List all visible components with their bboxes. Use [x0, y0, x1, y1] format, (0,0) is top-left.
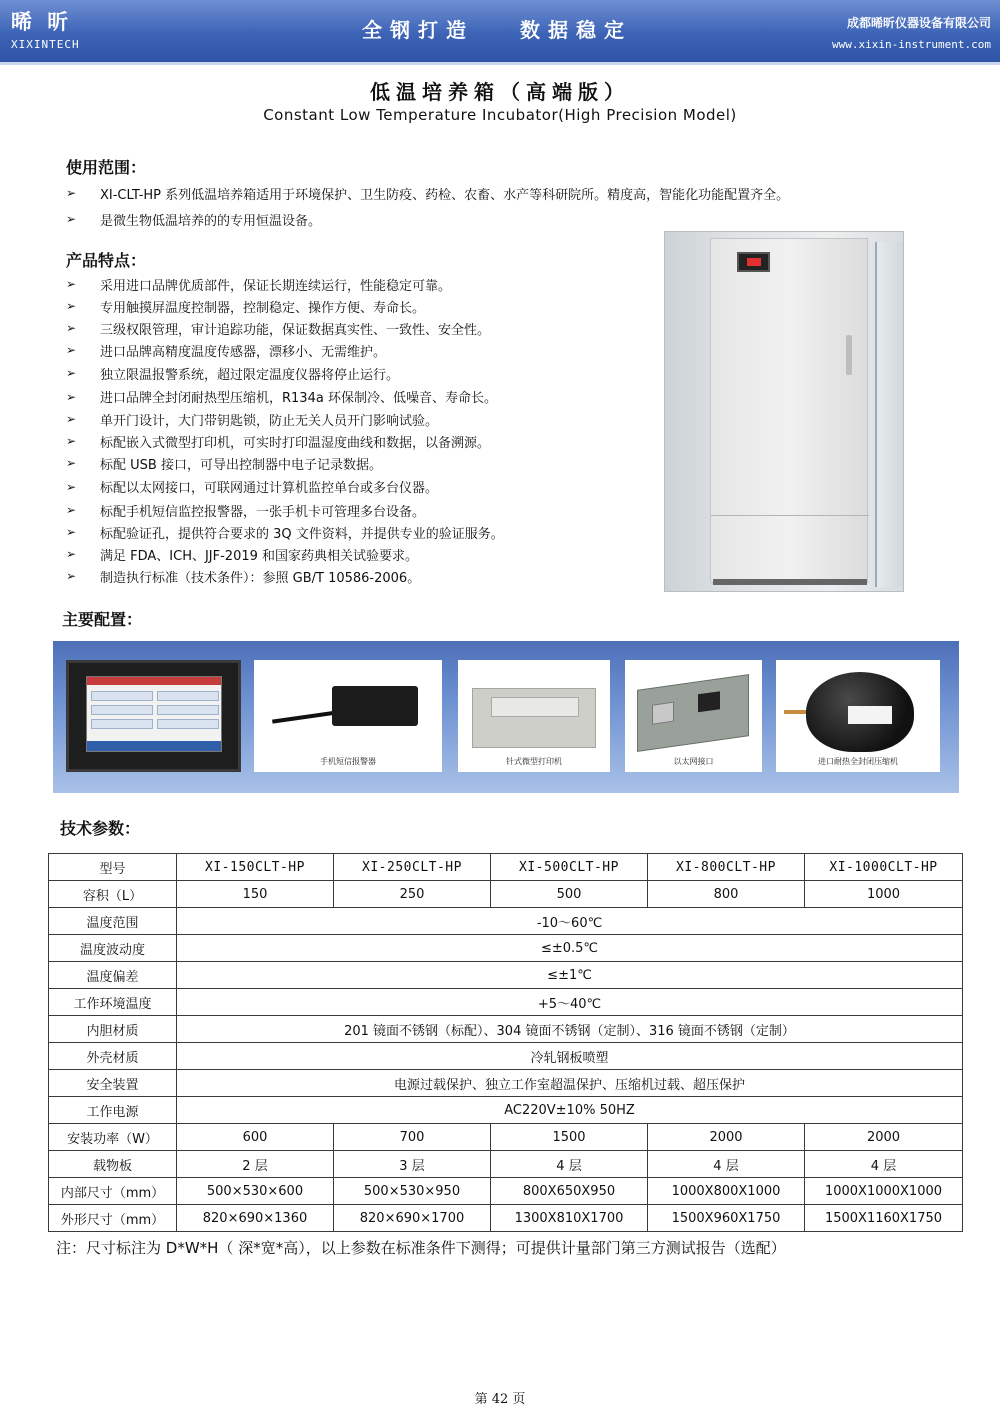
list-item: ➢ XI-CLT-HP 系列低温培养箱适用于环境保护、卫生防疫、药检、农畜、水产等科研院所。精度高，智能化功能配置齐全。	[66, 186, 790, 203]
table-cell: 内部尺寸（mm）	[49, 1178, 177, 1205]
table-cell: 820×690×1700	[334, 1205, 491, 1232]
table-cell: 电源过载保护、独立工作室超温保护、压缩机过载、超压保护	[177, 1070, 963, 1097]
table-row	[49, 908, 963, 935]
antenna-icon	[272, 710, 338, 723]
bullet-arrow-icon: ➢	[66, 389, 77, 404]
list-item: ➢ 进口品牌全封闭耐热型压缩机，R134a 环保制冷、低噪音、寿命长。	[66, 389, 497, 406]
table-cell: 1300X810X1700	[491, 1205, 648, 1232]
bullet-arrow-icon: ➢	[66, 277, 77, 291]
table-row	[49, 1043, 963, 1070]
table-row	[49, 989, 963, 1016]
list-item: ➢ 标配 USB 接口，可导出控制器中电子记录数据。	[66, 456, 382, 473]
table-cell: 600	[177, 1124, 334, 1151]
table-cell: 温度范围	[49, 908, 177, 935]
list-item: ➢ 独立限温报警系统，超过限定温度仪器将停止运行。	[66, 366, 400, 383]
table-cell: 温度偏差	[49, 962, 177, 989]
table-cell: -10～60℃	[177, 908, 963, 935]
bullet-arrow-icon: ➢	[66, 321, 77, 335]
table-cell: 外壳材质	[49, 1043, 177, 1070]
table-row	[49, 854, 963, 881]
table-row	[49, 1097, 963, 1124]
sms-alarm-device	[254, 660, 442, 772]
spec-table	[48, 853, 963, 1232]
table-cell: ≤±0.5℃	[177, 935, 963, 962]
table-cell: 4 层	[491, 1151, 648, 1178]
touch-screen-controller	[66, 660, 241, 772]
table-cell: 250	[334, 881, 491, 908]
bullet-arrow-icon: ➢	[66, 547, 77, 561]
page-number: 第 42 页	[474, 1392, 526, 1407]
list-item: ➢ 采用进口品牌优质部件，保证长期连续运行，性能稳定可靠。	[66, 277, 452, 294]
table-cell: 3 层	[334, 1151, 491, 1178]
table-cell: XI-800CLT-HP	[648, 854, 805, 881]
table-cell: 外形尺寸（mm）	[49, 1205, 177, 1232]
table-cell: 2 层	[177, 1151, 334, 1178]
table-cell: 安全装置	[49, 1070, 177, 1097]
header-divider	[0, 62, 1000, 65]
bullet-arrow-icon: ➢	[66, 503, 77, 517]
table-cell: AC220V±10% 50HZ	[177, 1097, 963, 1124]
usage-list	[66, 180, 789, 232]
bullet-arrow-icon: ➢	[66, 186, 77, 200]
config-label: 以太网接口	[673, 757, 714, 766]
table-cell: 820×690×1360	[177, 1205, 334, 1232]
config-label: 进口耐热全封闭压缩机	[818, 757, 898, 766]
bullet-arrow-icon: ➢	[66, 456, 77, 470]
config-label: 手机短信报警器	[320, 757, 376, 766]
page-title: 低温培养箱（高端版）	[370, 80, 630, 104]
table-cell: 500	[491, 881, 648, 908]
table-cell: ≤±1℃	[177, 962, 963, 989]
slogan-part-2: 数据稳定	[520, 18, 632, 42]
incubator-cabinet	[710, 238, 868, 583]
brand-logo: 晞 昕	[11, 10, 73, 34]
table-cell: +5～40℃	[177, 989, 963, 1016]
table-row	[49, 1151, 963, 1178]
table-cell: XI-1000CLT-HP	[805, 854, 963, 881]
table-cell: 载物板	[49, 1151, 177, 1178]
company-website: www.xixin-instrument.com	[832, 38, 991, 51]
list-item: ➢ 制造执行标准（技术条件）：参照 GB/T 10586-2006。	[66, 569, 421, 586]
bullet-arrow-icon: ➢	[66, 299, 77, 313]
product-photo	[664, 231, 904, 592]
list-item: ➢ 是微生物低温培养的的专用恒温设备。	[66, 212, 322, 229]
table-cell: XI-150CLT-HP	[177, 854, 334, 881]
table-cell: 2000	[805, 1124, 963, 1151]
slogan-part-1: 全钢打造	[362, 18, 474, 42]
table-cell: 1000	[805, 881, 963, 908]
table-cell: 1500X1160X1750	[805, 1205, 963, 1232]
list-item: ➢ 标配手机短信监控报警器，一张手机卡可管理多台设备。	[66, 503, 426, 520]
table-cell: 201 镜面不锈钢（标配）、304 镜面不锈钢（定制）、316 镜面不锈钢（定制）	[177, 1016, 963, 1043]
bullet-arrow-icon: ➢	[66, 366, 77, 380]
dot-matrix-printer	[458, 660, 610, 772]
table-cell: XI-250CLT-HP	[334, 854, 491, 881]
table-cell: 工作环境温度	[49, 989, 177, 1016]
bullet-arrow-icon: ➢	[66, 569, 77, 583]
table-cell: 700	[334, 1124, 491, 1151]
features-heading: 产品特点：	[66, 251, 147, 270]
table-row	[49, 1070, 963, 1097]
table-cell: 500×530×950	[334, 1178, 491, 1205]
features-list	[66, 273, 504, 587]
table-cell: 4 层	[805, 1151, 963, 1178]
usage-heading: 使用范围：	[66, 158, 147, 177]
bullet-arrow-icon: ➢	[66, 343, 77, 357]
list-item: ➢ 标配验证孔，提供符合要求的 3Q 文件资料，并提供专业的验证服务。	[66, 525, 504, 542]
table-row	[49, 1205, 963, 1232]
list-item: ➢ 专用触摸屏温度控制器，控制稳定、操作方便、寿命长。	[66, 299, 426, 316]
company-name: 成都晞昕仪器设备有限公司	[846, 16, 991, 30]
table-row	[49, 935, 963, 962]
table-row	[49, 881, 963, 908]
list-item: ➢ 标配嵌入式微型打印机，可实时打印温湿度曲线和数据，以备溯源。	[66, 434, 491, 451]
table-cell: 500×530×600	[177, 1178, 334, 1205]
table-cell: 1500X960X1750	[648, 1205, 805, 1232]
compressor	[776, 660, 940, 772]
table-cell: 800	[648, 881, 805, 908]
table-cell: 安装功率（W）	[49, 1124, 177, 1151]
table-row	[49, 1178, 963, 1205]
ethernet-port-icon	[652, 702, 674, 725]
bullet-arrow-icon: ➢	[66, 525, 77, 539]
table-cell: XI-500CLT-HP	[491, 854, 648, 881]
table-cell: 2000	[648, 1124, 805, 1151]
table-cell: 1000X1000X1000	[805, 1178, 963, 1205]
table-row	[49, 1016, 963, 1043]
table-cell: 1000X800X1000	[648, 1178, 805, 1205]
config-label: 针式微型打印机	[506, 757, 562, 766]
bullet-arrow-icon: ➢	[66, 412, 77, 426]
table-cell: 1500	[491, 1124, 648, 1151]
ethernet-module	[625, 660, 762, 772]
list-item: ➢ 进口品牌高精度温度传感器，漂移小、无需维护。	[66, 343, 387, 360]
page-subtitle: Constant Low Temperature Incubator(High Precision Model)	[263, 106, 737, 124]
bullet-arrow-icon: ➢	[66, 434, 77, 448]
table-cell: 内胆材质	[49, 1016, 177, 1043]
footnote: 注：尺寸标注为 D*W*H（ 深*宽*高），以上参数在标准条件下测得；可提供计量部门第三方测试报告（选配）	[56, 1239, 786, 1257]
list-item: ➢ 满足 FDA、ICH、JJF-2019 和国家药典相关试验要求。	[66, 547, 419, 564]
table-cell: 800X650X950	[491, 1178, 648, 1205]
table-cell: 冷轧钢板喷塑	[177, 1043, 963, 1070]
header-band	[0, 0, 1000, 62]
bullet-arrow-icon: ➢	[66, 212, 77, 226]
slogan	[362, 14, 632, 43]
config-heading: 主要配置：	[62, 610, 143, 629]
table-cell: 温度波动度	[49, 935, 177, 962]
table-row	[49, 962, 963, 989]
specs-heading: 技术参数：	[60, 819, 141, 838]
table-cell: 150	[177, 881, 334, 908]
brand-logo-en: XIXINTECH	[11, 38, 80, 51]
table-cell: 工作电源	[49, 1097, 177, 1124]
table-cell: 容积（L）	[49, 881, 177, 908]
table-cell: 型号	[49, 854, 177, 881]
table-row	[49, 1124, 963, 1151]
list-item: ➢ 标配以太网接口，可联网通过计算机监控单台或多台仪器。	[66, 479, 439, 496]
list-item: ➢ 单开门设计，大门带钥匙锁，防止无关人员开门影响试验。	[66, 412, 439, 429]
control-panel	[737, 252, 770, 272]
bullet-arrow-icon: ➢	[66, 479, 77, 494]
table-cell: 4 层	[648, 1151, 805, 1178]
list-item: ➢ 三级权限管理，审计追踪功能，保证数据真实性、一致性、安全性。	[66, 321, 491, 338]
